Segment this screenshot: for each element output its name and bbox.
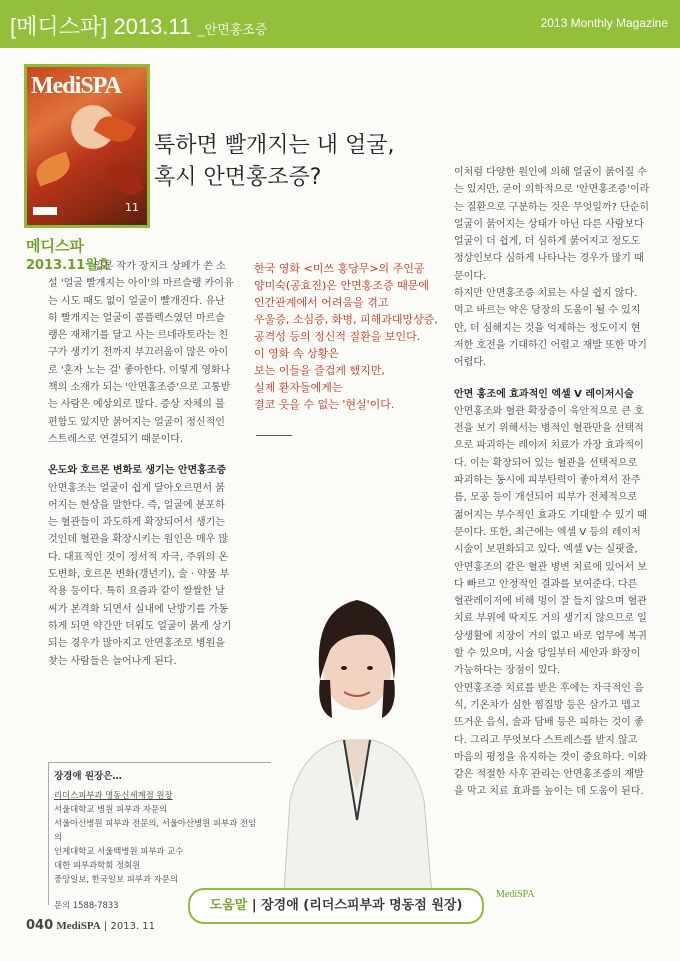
- brand-date: 2013.11월호: [26, 258, 111, 273]
- profile-line: 서울아산병원 피부과 전문의, 서울아산병원 피부과 전임의: [54, 818, 257, 842]
- profile-line: 리더스피부과 명동신세계점 원장: [54, 790, 173, 800]
- page-footer: [26, 918, 155, 933]
- page-number: 040: [26, 918, 54, 933]
- paragraph: 일본 작가 장지크 상페가 쓴 소설 '얼굴 빨개지는 아이'의 마르슬랭 카이유는 시도 때도 없이 얼굴이 빨개진다. 유난히 빨개지는 얼굴이 콤플렉스였던 마르슬랭은 재채기를 달고 사는 르네라토라는 친구가 생기기 전까지 부끄러움이 많은 아이로 '혼자 노는 걸' 좋아한다. 이렇게 영화나 책의 소재가 되는 '안면홍조증'으로 고통받는 사람은 예상외로 많다. 증상 자체의 불편함도 있지만 붉어지는 얼굴이 정신적인 스트레스로 연결되기 때문이다.: [48, 261, 234, 445]
- magazine-label: 2013 Monthly Magazine: [540, 16, 668, 30]
- paragraph: 안면홍조증 치료를 받은 후에는 자극적인 음식, 기온차가 심한 찜질방 등은 삼가고 맵고 뜨거운 음식, 술과 담배 등은 피하는 것이 좋다. 그리고 무엇보다 스트레스를 받지 않고 마음의 평정을 유지하는 것이 중요하다. 이와 같은 적절한 사후 관리는 안면홍조증의 재발을 막고 치료 효과를 높이는 데 도움이 된다.: [454, 682, 647, 798]
- leaf-icon: [93, 110, 136, 149]
- leaf-icon: [106, 157, 145, 200]
- cover-masthead: MediSPA: [31, 73, 121, 99]
- end-logo: MediSPA: [496, 889, 535, 900]
- footer-logo: MediSPA: [56, 920, 101, 932]
- footer-date: 2013. 11: [110, 921, 156, 932]
- profile-line: 대한 피부과학회 정회원: [54, 860, 141, 870]
- section-heading: 온도와 호르몬 변화로 생기는 안면홍조증: [48, 465, 227, 477]
- paragraph: 안면홍조와 혈관 확장증이 육안적으로 큰 호전을 보기 위해서는 병적인 혈관만을 선택적으로 파괴하는 레이저 치료가 가장 효과적이다. 이는 확장되어 있는 혈관을 선택적으로 파괴하는 동시에 피부탄력이 좋아져서 잔주름, 모공 등이 개선되어 피부가 전체적으로 젊어지는 부수적인 효과도 기대할 수 있기 때문이다. 또한, 최근에는 엑셀 V 등의 레이저시술이 보편화되고 있다. 엑셀 V는 실핏줄, 안면홍조의 같은 혈관 병변 치료에 있어서 보다 빠르고 안정적인 결과를 보여준다. 다른 혈관레이저에 비해 멍이 잘 들지 않으며 혈관 치료 부위에 딱지도 거의 생기지 않으므로 일상생활에 지장이 거의 없고 바로 업무에 복귀할 수 있으며, 시술 당일부터 세안과 화장이 가능하다는 장점이 있다.: [454, 405, 647, 677]
- cover-barcode: [33, 207, 57, 215]
- article-title: 툭하면 빨개지는 내 얼굴, 혹시 안면홍조증?: [154, 133, 395, 190]
- section-label: [메디스파]: [10, 14, 108, 39]
- profile-line: 인제대학교 서울백병원 피부과 교수: [54, 846, 184, 856]
- column-1: [48, 258, 234, 670]
- quote-divider: [256, 435, 292, 436]
- profile-name: 장경애 원장은…: [54, 771, 122, 782]
- header-section: [10, 10, 267, 41]
- profile-line: 중앙일보, 한국일보 피부과 자문의: [54, 874, 178, 884]
- cover-number: 11: [125, 201, 139, 214]
- topic-label: _안면홍조증: [197, 22, 268, 37]
- profile-line: 서울대학교 병원 피부과 자문의: [54, 804, 168, 814]
- caption-label: 도움말: [209, 898, 248, 913]
- paragraph: 하지만 안면홍조증 치료는 사실 쉽지 않다. 먹고 바르는 약은 당장의 도움이 될 수 있지만, 더 심해지는 것을 억제하는 정도이지 현저한 호전을 기대하긴 어렵고 재발 또한 막기 어렵다.: [454, 288, 647, 369]
- caption-separator: |: [251, 898, 257, 913]
- leaf-icon: [32, 152, 74, 187]
- paragraph: 안면홍조는 얼굴이 쉽게 달아오르면서 붉어지는 현상을 말한다. 즉, 얼굴에 분포하는 혈관들이 과도하게 확장되어서 생기는 것인데 혈관을 확장시키는 원인은 매우 많다. 대표적인 것이 정서적 자극, 주위의 온도변화, 호르몬 변화(갱년기), 술 · 약물 부작용 등이다. 특히 요즘과 같이 쌀쌀한 날씨가 본격화 되면서 실내에 난방기를 가동하게 되면 약간만 더워도 얼굴이 붉게 상기되는 경우가 많아지고 안면홍조로 병원을 찾는 사람들은 늘어나게 된다.: [48, 482, 232, 667]
- column-3: [454, 164, 650, 801]
- footer-separator: |: [103, 921, 108, 932]
- caption-text: 장경애 (리더스피부과 명동점 원장): [261, 898, 463, 913]
- pull-quote: 한국 영화 <미쓰 홍당무>의 주인공 양미숙(공효진)은 안면홍조증 때문에 인간관계에서 어려움을 겪고 우울증, 소심증, 화병, 피해과대망상증, 공격성 등의 정신적 질환을 보인다. 이 영화 속 상황은 보는 이들을 즐겁게 했지만, 실제 환자들에게는 결코 웃을 수 없는 '현실'이다.: [254, 262, 438, 411]
- paragraph: 이처럼 다양한 원인에 의해 얼굴이 붉어질 수는 있지만, 굳이 의학적으로 '안면홍조증'이라는 질환으로 구분하는 것은 무엇일까? 단순히 얼굴이 붉어지는 상태가 아닌 다른 사람보다 얼굴이 더 쉽게, 더 심하게 붉어지고 정도도 정상인보다 심하게 나타나는 경우가 많기 때문이다.: [454, 167, 650, 282]
- header-bar: [0, 0, 680, 48]
- brand-name: 메디스파: [26, 237, 84, 255]
- profile-contact: 문의 1588-7833: [54, 900, 119, 910]
- doctor-photo: [272, 590, 442, 920]
- photo-caption: [188, 888, 484, 924]
- magazine-cover: [24, 64, 150, 228]
- section-heading: 안면 홍조에 효과적인 엑셀 V 레이저시술: [454, 388, 634, 400]
- issue-label: 2013.11: [113, 14, 192, 39]
